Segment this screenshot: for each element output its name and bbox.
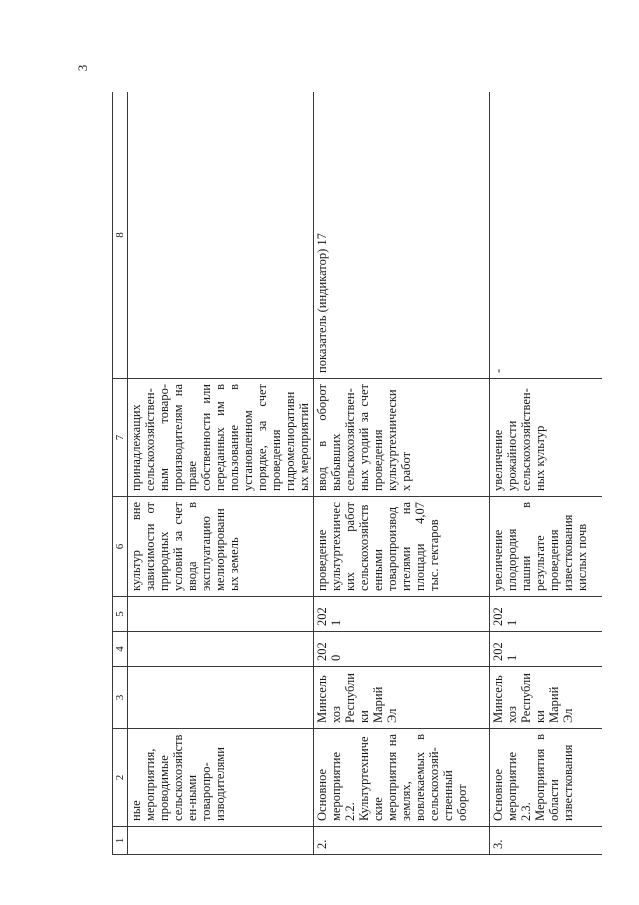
- column-number: 4: [113, 632, 128, 667]
- effect-description: ввод в оборот выбывших сельскохозяйствен-ных угодий за счет проведения культуртехнических работ: [314, 379, 490, 497]
- column-number: 6: [113, 497, 128, 597]
- activity-name: ные мероприятия, проводимые сельскохозяйствен-ными товаропро-изводителями: [128, 729, 314, 827]
- indicator-link: [128, 92, 314, 379]
- indicator-link: -: [490, 92, 603, 379]
- end-year: 2021: [314, 597, 490, 632]
- start-year: [128, 632, 314, 667]
- row-number: 3.: [490, 827, 603, 855]
- executor: Минсельхоз Республики Марий Эл: [490, 667, 603, 729]
- indicator-link: показатель (индикатор) 17: [314, 92, 490, 379]
- start-year: 2021: [490, 632, 603, 667]
- column-number: 2: [113, 729, 128, 827]
- activity-name: Основное мероприятие 2.3. Мероприятия в области известкования: [490, 729, 603, 827]
- rotated-table-frame: [112, 92, 602, 855]
- column-number: 8: [113, 92, 128, 379]
- executor: Минсельхоз Республики Марий Эл: [314, 667, 490, 729]
- expected-result: проведение культуртехнических работ сельскохозяйственными товаропроизводителями на площади 4,07 тыс. гектаров: [314, 497, 490, 597]
- table-row: [490, 92, 603, 855]
- expected-result: культур вне зависимости от природных условий за счет ввода в эксплуатацию мелиорированных земель: [128, 497, 314, 597]
- activities-table: [112, 92, 602, 855]
- end-year: [128, 597, 314, 632]
- effect-description: принадлежащих сельскохозяйствен-ным товаро-производителям на праве собственности или переданных им в пользование в установленном порядке, за счет проведения гидромелиоративных мероприятий: [128, 379, 314, 497]
- table-row: [314, 92, 490, 855]
- row-number: [128, 827, 314, 855]
- row-number: 2.: [314, 827, 490, 855]
- start-year: 2020: [314, 632, 490, 667]
- column-number: 5: [113, 597, 128, 632]
- executor: [128, 667, 314, 729]
- column-number-row: [113, 92, 128, 855]
- activity-name: Основное мероприятие 2.2. Культуртехнические мероприятия на землях, вовлекаемых в сельскохозяй-ственный оборот: [314, 729, 490, 827]
- page-number: 3: [75, 64, 90, 72]
- table-row: [128, 92, 314, 855]
- expected-result: увеличение плодородия пашни в результате проведения известкования кислых почв: [490, 497, 603, 597]
- column-number: 3: [113, 667, 128, 729]
- end-year: 2021: [490, 597, 603, 632]
- column-number: 1: [113, 827, 128, 855]
- column-number: 7: [113, 379, 128, 497]
- effect-description: увеличение урожайности сельскохозяйствен-ных культур: [490, 379, 603, 497]
- table-rotation-wrapper: [112, 92, 602, 855]
